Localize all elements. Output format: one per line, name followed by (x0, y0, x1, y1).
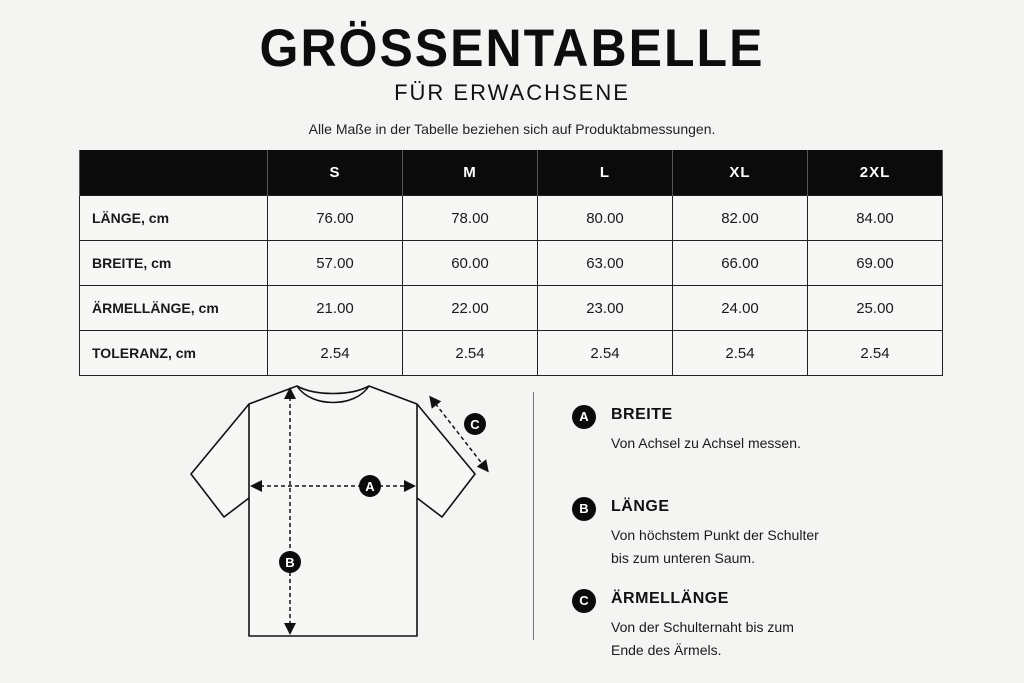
legend-description-line: Ende des Ärmels. (611, 642, 722, 658)
tshirt-outline-icon (191, 386, 475, 636)
table-row (80, 331, 943, 376)
table-cell: 82.00 (673, 196, 808, 241)
svg-text:C: C (470, 417, 480, 432)
svg-text:A: A (365, 479, 375, 494)
table-cell: 2.54 (538, 331, 673, 376)
column-header-xl: XL (673, 150, 808, 196)
row-label: ÄRMELLÄNGE, cm (80, 286, 268, 331)
legend-description-line: Von Achsel zu Achsel messen. (611, 435, 801, 451)
legend-description (611, 524, 931, 570)
table-cell: 25.00 (808, 286, 943, 331)
legend-description-line: bis zum unteren Saum. (611, 550, 755, 566)
table-cell: 2.54 (673, 331, 808, 376)
table-cell: 60.00 (403, 241, 538, 286)
table-row (80, 196, 943, 241)
legend-description-line: Von höchstem Punkt der Schulter (611, 527, 819, 543)
legend-description (611, 616, 931, 662)
page-title: GRÖSSENTABELLE (259, 18, 765, 78)
badge-b-icon: B (572, 497, 596, 521)
column-header (80, 150, 268, 196)
table-cell: 69.00 (808, 241, 943, 286)
section-divider (533, 392, 534, 640)
legend-item-sleeve (572, 588, 952, 658)
table-cell: 78.00 (403, 196, 538, 241)
table-cell: 22.00 (403, 286, 538, 331)
column-header-s: S (268, 150, 403, 196)
badge-c-icon: C (572, 589, 596, 613)
legend-title: BREITE (611, 406, 673, 423)
table-row (80, 286, 943, 331)
measurement-note: Alle Maße in der Tabelle beziehen sich auf Produktabmessungen. (308, 121, 716, 137)
table-header-row (80, 150, 943, 196)
table-cell: 2.54 (268, 331, 403, 376)
row-label: LÄNGE, cm (80, 196, 268, 241)
table-cell: 23.00 (538, 286, 673, 331)
legend-description (611, 432, 931, 455)
table-cell: 57.00 (268, 241, 403, 286)
table-row (80, 241, 943, 286)
legend-title: ÄRMELLÄNGE (611, 590, 729, 607)
svg-text:B: B (285, 555, 295, 570)
legend-item-width (572, 404, 952, 474)
table-cell: 21.00 (268, 286, 403, 331)
marker-b-icon (279, 551, 301, 573)
legend-title: LÄNGE (611, 498, 670, 515)
size-table (79, 150, 943, 376)
table-cell: 63.00 (538, 241, 673, 286)
row-label: TOLERANZ, cm (80, 331, 268, 376)
column-header-m: M (403, 150, 538, 196)
page-subtitle: FÜR ERWACHSENE (394, 80, 630, 105)
marker-c-icon (464, 413, 486, 435)
table-cell: 76.00 (268, 196, 403, 241)
table-cell: 80.00 (538, 196, 673, 241)
legend-description-line: Von der Schulternaht bis zum (611, 619, 794, 635)
table-cell: 24.00 (673, 286, 808, 331)
table-cell: 2.54 (808, 331, 943, 376)
tshirt-diagram (185, 378, 495, 646)
legend-item-length (572, 496, 952, 566)
marker-a-icon (359, 475, 381, 497)
table-cell: 2.54 (403, 331, 538, 376)
column-header-2xl: 2XL (808, 150, 943, 196)
table-cell: 66.00 (673, 241, 808, 286)
row-label: BREITE, cm (80, 241, 268, 286)
measurement-legend (572, 404, 952, 680)
table-cell: 84.00 (808, 196, 943, 241)
badge-a-icon: A (572, 405, 596, 429)
column-header-l: L (538, 150, 673, 196)
